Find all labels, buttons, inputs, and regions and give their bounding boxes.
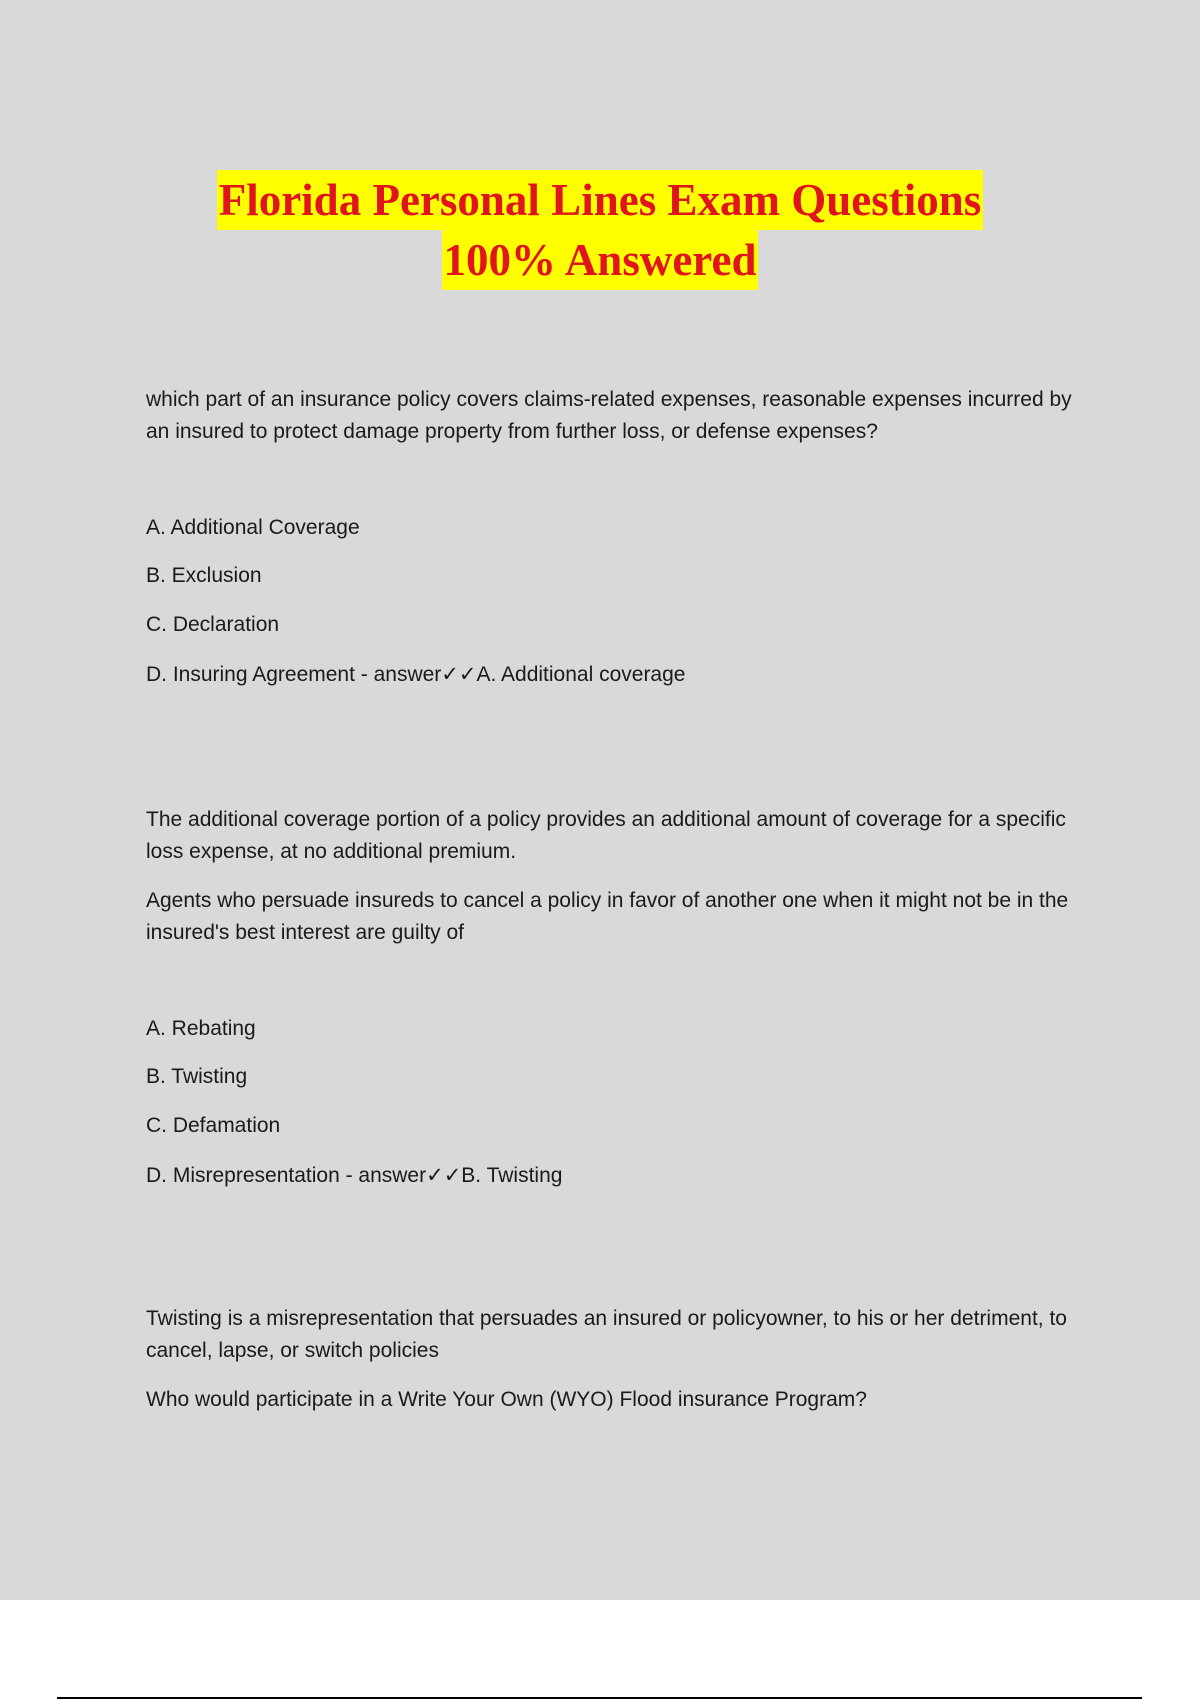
explanation-1: The additional coverage portion of a policy provides an additional amount of coverage for a specific loss expense, at no additional premium. [146, 808, 1066, 863]
answer-option: B. Twisting [146, 1065, 248, 1088]
answer-option: A. Rebating [146, 1017, 256, 1040]
answer-option: B. Exclusion [146, 564, 262, 587]
question-2-text: Agents who persuade insureds to cancel a policy in favor of another one when it might not be in the insured's best interest are guilty of [146, 889, 1069, 944]
answer-option: A. Additional Coverage [146, 516, 360, 539]
title-line-1: Florida Personal Lines Exam Questions [217, 170, 984, 230]
question-text: which part of an insurance policy covers claims-related expenses, reasonable expenses incurred by an insured to protect damage property from further loss, or defense expenses? [146, 388, 1072, 443]
explanation-2: Twisting is a misrepresentation that persuades an insured or policyowner, to his or her detriment, to cancel, lapse, or switch policies [146, 1307, 1067, 1362]
document-title [0, 170, 1200, 290]
title-line-2: 100% Answered [442, 230, 759, 290]
answer-option: C. Declaration [146, 613, 280, 636]
footer-divider [57, 1697, 1142, 1699]
answer-option-with-answer: D. Insuring Agreement - answer✓✓A. Additional coverage [146, 663, 686, 686]
question-3-text: Who would participate in a Write Your Own (WYO) Flood insurance Program? [146, 1388, 867, 1411]
answer-option: C. Defamation [146, 1114, 281, 1137]
question-1-text [146, 384, 1096, 448]
answer-option-with-answer: D. Misrepresentation - answer✓✓B. Twisting [146, 1164, 563, 1187]
